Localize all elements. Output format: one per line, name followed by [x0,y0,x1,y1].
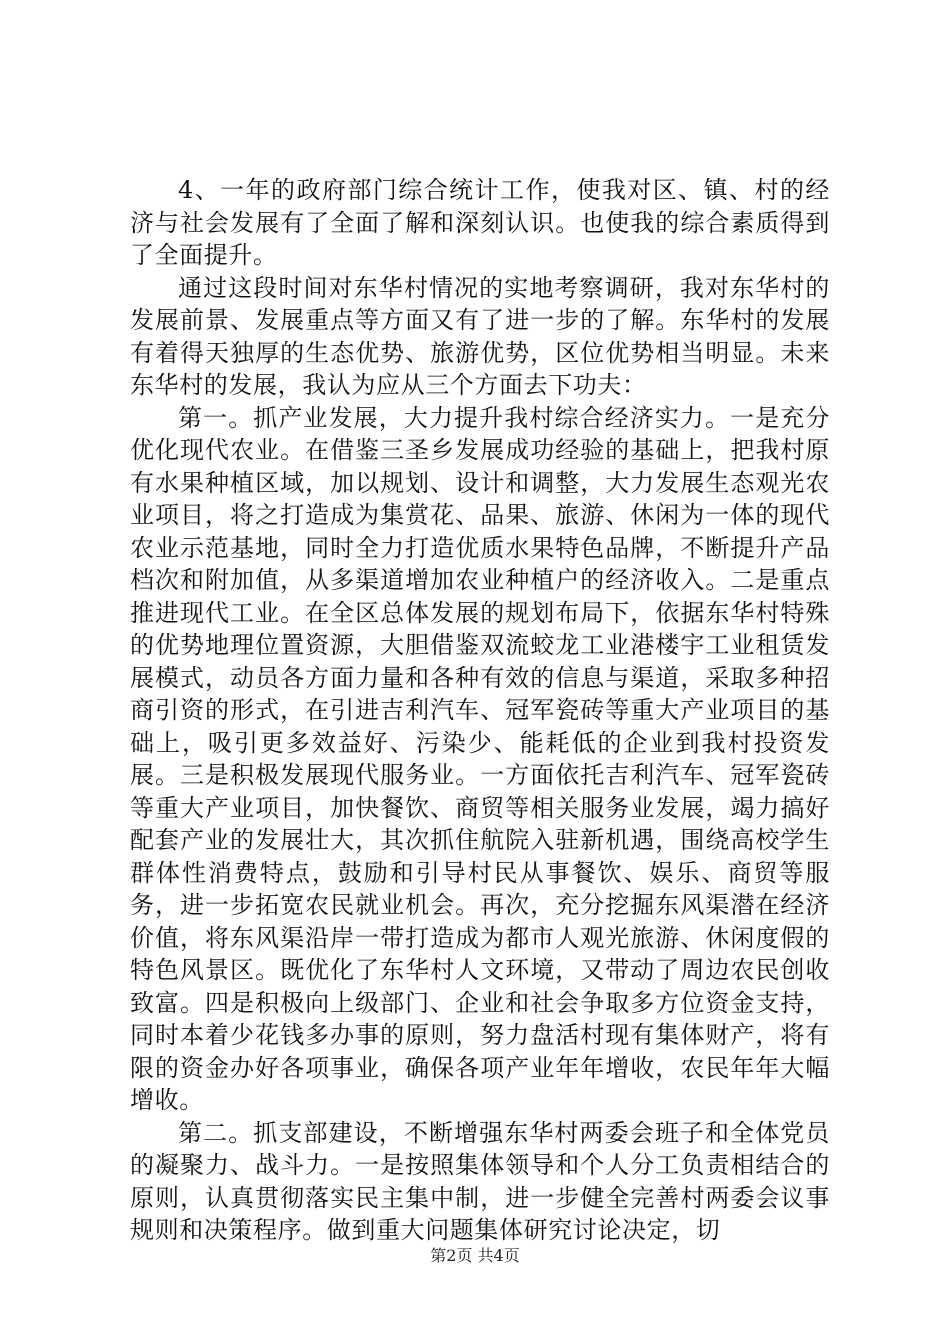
document-body [130,174,830,1247]
paragraph-statistics-work: 4、一年的政府部门综合统计工作，使我对区、镇、村的经济与社会发展有了全面了解和深刻认识。也使我的综合素质得到了全面提升。 [130,176,830,269]
page-number-footer: 第2页 共4页 [430,1246,520,1265]
paragraph-village-survey: 通过这段时间对东华村情况的实地考察调研，我对东华村的发展前景、发展重点等方面又有了进一步的了解。东华村的发展有着得天独厚的生态优势、旅游优势，区位优势相当明显。未来东华村的发展，我认为应从三个方面去下功夫： [130,273,830,399]
paragraph-industry-development: 第一。抓产业发展，大力提升我村综合经济实力。一是充分优化现代农业。在借鉴三圣乡发展成功经验的基础上，把我村原有水果种植区域，加以规划、设计和调整，大力发展生态观光农业项目，将之打造成为集赏花、品果、旅游、休闲为一体的现代农业示范基地，同时全力打造优质水果特色品牌，不断提升产品档次和附加值，从多渠道增加农业种植户的经济收入。二是重点推进现代工业。在全区总体发展的规划布局下，依据东华村特殊的优势地理位置资源，大胆借鉴双流蛟龙工业港楼宇工业租赁发展模式，动员各方面力量和各种有效的信息与渠道，采取多种招商引资的形式，在引进吉利汽车、冠军瓷砖等重大产业项目的基础上，吸引更多效益好、污染少、能耗低的企业到我村投资发展。三是积极发展现代服务业。一方面依托吉利汽车、冠军瓷砖等重大产业项目，加快餐饮、商贸等相关服务业发展，竭力搞好配套产业的发展壮大，其次抓住航院入驻新机遇，围绕高校学生群体性消费特点，鼓励和引导村民从事餐饮、娱乐、商贸等服务，进一步拓宽农民就业机会。再次，充分挖掘东风渠潜在经济价值，将东风渠沿岸一带打造成为都市人观光旅游、休闲度假的特色风景区。既优化了东华村人文环境，又带动了周边农民创收致富。四是积极向上级部门、企业和社会争取多方位资金支持，同时本着少花钱多办事的原则，努力盘活村现有集体财产，将有限的资金办好各项事业，确保各项产业年年增收，农民年年大幅增收。 [130,403,830,1114]
paragraph-party-branch: 第二。抓支部建设，不断增强东华村两委会班子和全体党员的凝聚力、战斗力。一是按照集体领导和个人分工负责相结合的原则，认真贯彻落实民主集中制，进一步健全完善村两委会议事规则和决策程序。做到重大问题集体研究讨论决定，切 [130,1118,830,1244]
